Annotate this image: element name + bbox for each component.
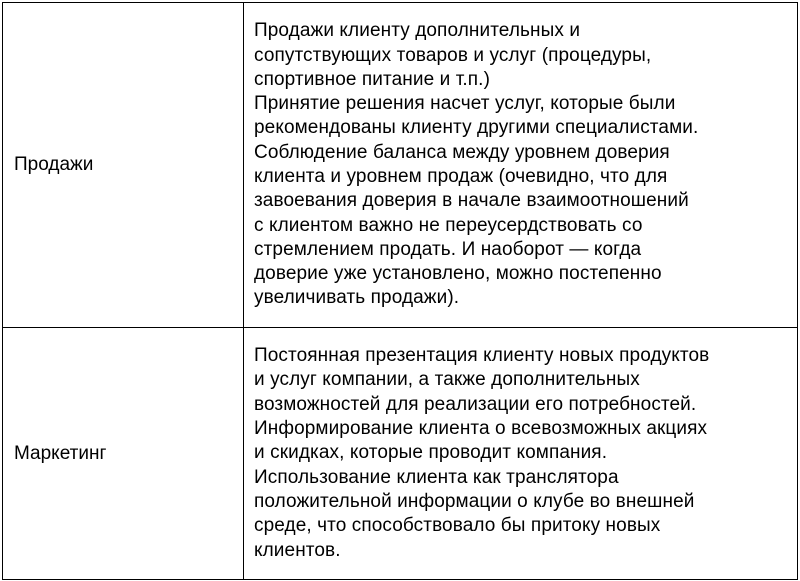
content-line: среде, что способствовало бы притоку новых: [254, 515, 661, 537]
table-row-marketing: [3, 328, 798, 580]
content-line: и услуг компании, а также дополнительных: [254, 369, 640, 391]
content-line: положительной информации о клубе во внешней: [254, 490, 695, 512]
content-line: сопутствующих товаров и услуг (процедуры,: [254, 44, 652, 66]
row-label-marketing: Маркетинг: [3, 328, 244, 580]
content-line: клиента и уровнем продаж (очевидно, что для: [254, 166, 668, 187]
row-content-marketing: [244, 328, 798, 580]
content-line: с клиентом важно не переусердствовать со: [254, 214, 643, 236]
content-line: и скидках, которые проводит компания.: [254, 442, 608, 464]
content-line: доверие уже установлено, можно постепенно: [254, 263, 662, 285]
content-line: Принятие решения насчет услуг, которые были: [254, 93, 676, 115]
row-content-sales: [244, 3, 798, 328]
row-label-sales: Продажи: [3, 3, 244, 328]
content-line: Продажи клиенту дополнительных и: [254, 20, 581, 42]
table-row-sales: [3, 3, 798, 328]
content-line: клиентов.: [254, 539, 341, 561]
responsibilities-table: [2, 2, 798, 580]
content-line: Использование клиента как транслятора: [254, 466, 619, 488]
content-line: Соблюдение баланса между уровнем доверия: [254, 141, 670, 163]
content-line: возможностей для реализации его потребностей.: [254, 393, 697, 415]
content-line: увеличивать продажи).: [254, 287, 460, 309]
content-line: рекомендованы клиенту другими специалистами.: [254, 117, 699, 139]
content-line: Информирование клиента о всевозможных акциях: [254, 418, 708, 440]
content-line: Постоянная презентация клиенту новых продуктов: [254, 345, 710, 367]
content-line: завоевания доверия в начале взаимоотношений: [254, 190, 689, 212]
content-line: стремлением продать. И наоборот — когда: [254, 238, 642, 260]
content-line: спортивное питание и т.п.): [254, 68, 490, 90]
